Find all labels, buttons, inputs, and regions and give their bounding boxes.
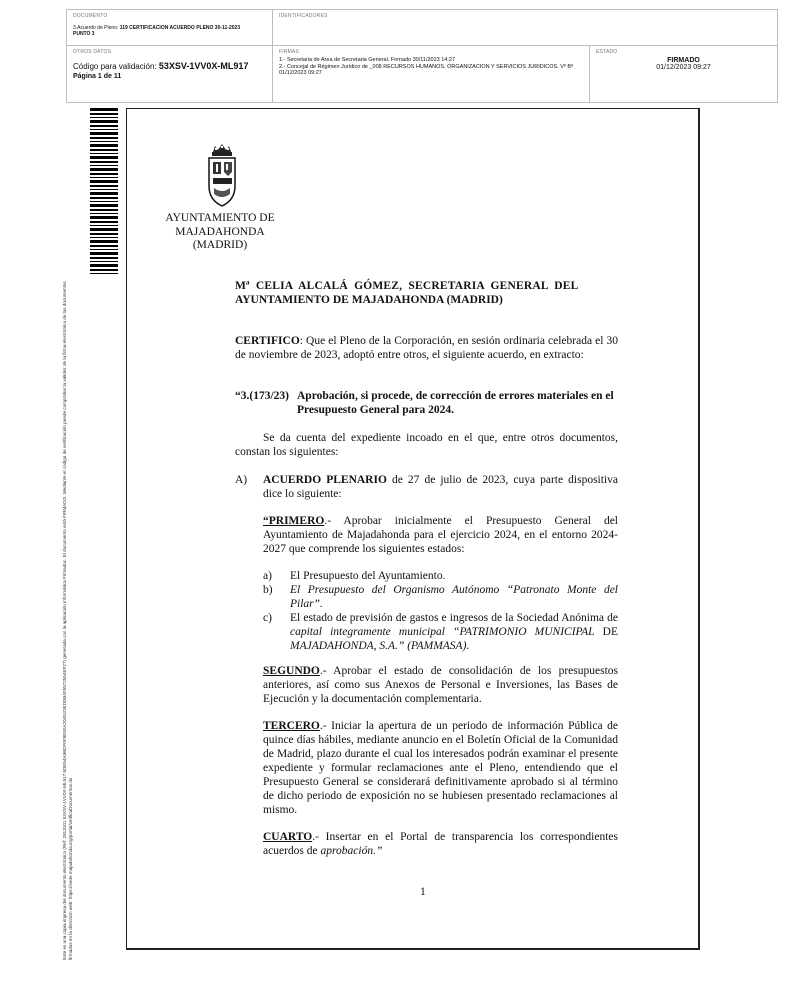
intro-paragraph: Se da cuenta del expediente incoado en el que, entre otros documentos, constan los siguientes: [235, 432, 618, 458]
firma-1: 1.- Secretaria de Area de Secretaria General. Firmado 30/11/2023 14:27 [279, 57, 456, 63]
section-a-label: A) [235, 474, 248, 486]
otros-datos-label: OTROS DATOS [73, 49, 112, 55]
segundo-paragraph: SEGUNDO.- Aprobar el estado de consolidación de los presupuestos anteriores, así como sus Anexos de Personal e Inversiones, las Bases de Ejecución y la documentación complementaria. [263, 665, 618, 705]
list-item-c: El estado de previsión de gastos e ingresos de la Sociedad Anónima de capital integramente municipal “PATRIMONIO MUNICIPAL DE MAJADAHONDA, S.A.” (PAMMASA). [290, 612, 618, 652]
letterhead-line-2: MAJADAHONDA [175, 225, 265, 238]
section-a-text: ACUERDO PLENARIO de 27 de julio de 2023, cuya parte dispositiva dice lo siguiente: [263, 474, 618, 500]
barcode-icon [90, 108, 118, 274]
list-mark-c: c) [263, 612, 272, 624]
letterhead [150, 212, 290, 253]
identificadores-label: IDENTIFICADORES [279, 13, 328, 19]
cuarto-label: CUARTO [263, 831, 313, 843]
estado-label: ESTADO [596, 49, 618, 55]
validation-code: Código para validación: 53XSV-1VV0X-ML917 [73, 61, 249, 71]
tercero-paragraph: TERCERO.- Iniciar la apertura de un periodo de información Pública de quince días hábiles, mediante anuncio en el Boletín Oficial de la Comunidad de Madrid, plazo durante el cual los interesados podrán examinar el presente expediente y formular reclamaciones ante el Pleno, entendiendo que el Presupuesto General se considerará definitivamente aprobado si al término de dicho periodo de exposición no se hubiesen presentado reclamaciones al mismo. [263, 720, 618, 816]
heading-line-1: Mª CELIA ALCALÁ GÓMEZ, SECRETARIA GENERAL DEL [235, 280, 579, 292]
primero-paragraph: “PRIMERO.- Aprobar inicialmente el Presupuesto General del Ayuntamiento de Majadahonda para el ejercicio 2024, en el entorno 2024-2027 que comprende los siguientes estados: [263, 515, 618, 555]
letterhead-line-3: (MADRID) [192, 239, 248, 251]
firma-date: 01/12/2023 09:27 [279, 70, 322, 76]
firma-2: 2.- Concejal de Régimen Jurídico de _008 RECURSOS HUMANOS, ORGANIZACIÓN Y SERVICIOS JURIDICOS. Vº Bº [279, 63, 574, 70]
heading-line-2: AYUNTAMIENTO DE MAJADAHONDA (MADRID) [235, 294, 503, 306]
validation-code-value[interactable]: 53XSV-1VV0X-ML917 [158, 61, 249, 71]
documento-label: DOCUMENTO [73, 13, 108, 19]
estado-status: FIRMADO [667, 57, 700, 64]
primero-label: “PRIMERO [263, 515, 325, 527]
page-number: 1 [420, 886, 426, 898]
estado-cell [590, 46, 777, 102]
otros-datos-cell [67, 46, 273, 102]
list-item-b: El Presupuesto del Organismo Autónomo “Patronato Monte del Pilar”. [290, 584, 618, 610]
documento-value: 3.Acuerdo de Pleno: 119 CERTIFICACION ACUERDO PLENO 30-11-2023 PUNTO 3 [73, 25, 241, 37]
firmas-cell [273, 46, 590, 102]
identificadores-cell [273, 10, 777, 46]
item-title: Aprobación, si procede, de corrección de errores materiales en el Presupuesto General para 2024. [297, 390, 614, 416]
signature-header [66, 9, 778, 103]
segundo-label: SEGUNDO [263, 665, 320, 677]
item-number: “3.(173/23) [235, 390, 289, 402]
list-mark-b: b) [263, 584, 273, 596]
list-item-a: El Presupuesto del Ayuntamiento. [290, 570, 446, 582]
list-mark-a: a) [263, 570, 272, 582]
letterhead-line-1: AYUNTAMIENTO DE [165, 212, 275, 224]
documento-cell [67, 10, 273, 46]
firmas-label: FIRMAS [279, 49, 300, 55]
validation-sidetext: Este es una copia impresa del documento electrónico (Ref: 2813101 53XSV-1VV0X-ML917 6DE54A9BDF0F8E92A20451DEDDB4F5572554EF27) generada con la aplicación informática Firmadoc. El documento está FIRMADO. Mediante el código de verificación puede comprobar la validez de la firma electrónica de los documentos firmados en la dirección web: https://sede.majadahonda.org/portal/verificaDocumentos.do [62, 281, 73, 960]
firmas-list [279, 57, 583, 77]
document-heading [235, 279, 618, 307]
page-count: Página 1 de 11 [73, 73, 122, 80]
certifico-label: CERTIFICO [235, 335, 300, 347]
cuarto-paragraph: CUARTO.- Insertar en el Portal de transparencia los correspondientes acuerdos de aprobación.” [263, 831, 618, 857]
estado-date: 01/12/2023 09:27 [656, 64, 711, 71]
tercero-label: TERCERO [263, 720, 320, 732]
coat-of-arms-icon [205, 142, 239, 208]
certifico-paragraph: CERTIFICO: Que el Pleno de la Corporación, en sesión ordinaria celebrada el 30 de noviembre de 2023, adoptó entre otros, el siguiente acuerdo, en extracto: [235, 335, 618, 361]
